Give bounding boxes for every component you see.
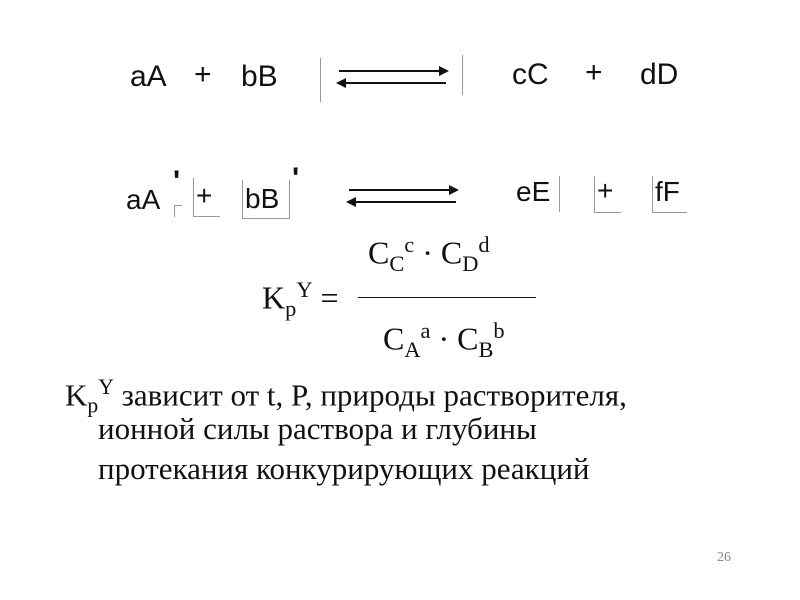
- symbol-K: K: [262, 279, 286, 316]
- superscript: Y: [98, 375, 114, 399]
- multiplication-dot: ·: [422, 234, 433, 271]
- denominator: [383, 318, 505, 363]
- page-number: 26: [717, 550, 731, 565]
- plus-sign: +: [196, 180, 213, 211]
- product-eE: eE: [516, 176, 551, 207]
- product-cC: cC: [512, 58, 549, 91]
- divider: [320, 58, 321, 102]
- multiplication-dot: ·: [438, 320, 450, 357]
- divider: [462, 55, 463, 95]
- fraction-bar: [358, 297, 536, 298]
- subscript: p: [87, 393, 99, 418]
- product-fF: fF: [655, 176, 680, 207]
- reactant-aA: aA: [130, 60, 167, 93]
- superscript: b: [493, 318, 505, 343]
- superscript: c: [404, 232, 415, 257]
- symbol-C: C: [383, 320, 405, 357]
- statement-line-2: ионной силы раствора и глубины: [98, 411, 537, 446]
- plus-sign: +: [597, 175, 614, 206]
- symbol-K: K: [65, 377, 88, 413]
- product-dD: dD: [640, 58, 679, 91]
- prime-mark: ': [173, 165, 181, 198]
- subscript: B: [478, 337, 494, 363]
- reactant-aA: aA: [126, 184, 161, 215]
- subscript: p: [285, 296, 297, 322]
- superscript: a: [420, 318, 431, 343]
- subscript: D: [462, 251, 479, 277]
- constant-lhs: [262, 277, 339, 322]
- equals-sign: =: [320, 279, 339, 316]
- statement-line-3: протекания конкурирующих реакций: [98, 451, 590, 486]
- plus-sign: +: [194, 58, 212, 91]
- equilibrium-arrows: [345, 182, 460, 212]
- statement-text-1: зависит от t, P, природы растворителя,: [113, 377, 627, 413]
- equilibrium-arrows: [335, 62, 450, 92]
- divider: [174, 205, 182, 206]
- reactant-bB: bB: [245, 183, 280, 214]
- symbol-C: C: [368, 234, 390, 271]
- subscript: A: [404, 337, 421, 363]
- prime-mark: ': [292, 162, 300, 195]
- reactant-bB: bB: [241, 60, 278, 93]
- symbol-C: C: [457, 320, 479, 357]
- divider: [174, 205, 175, 217]
- superscript: Y: [296, 277, 313, 302]
- symbol-C: C: [440, 234, 463, 271]
- numerator: [368, 232, 490, 277]
- subscript: C: [389, 251, 405, 277]
- superscript: d: [478, 232, 490, 257]
- plus-sign: +: [585, 56, 603, 89]
